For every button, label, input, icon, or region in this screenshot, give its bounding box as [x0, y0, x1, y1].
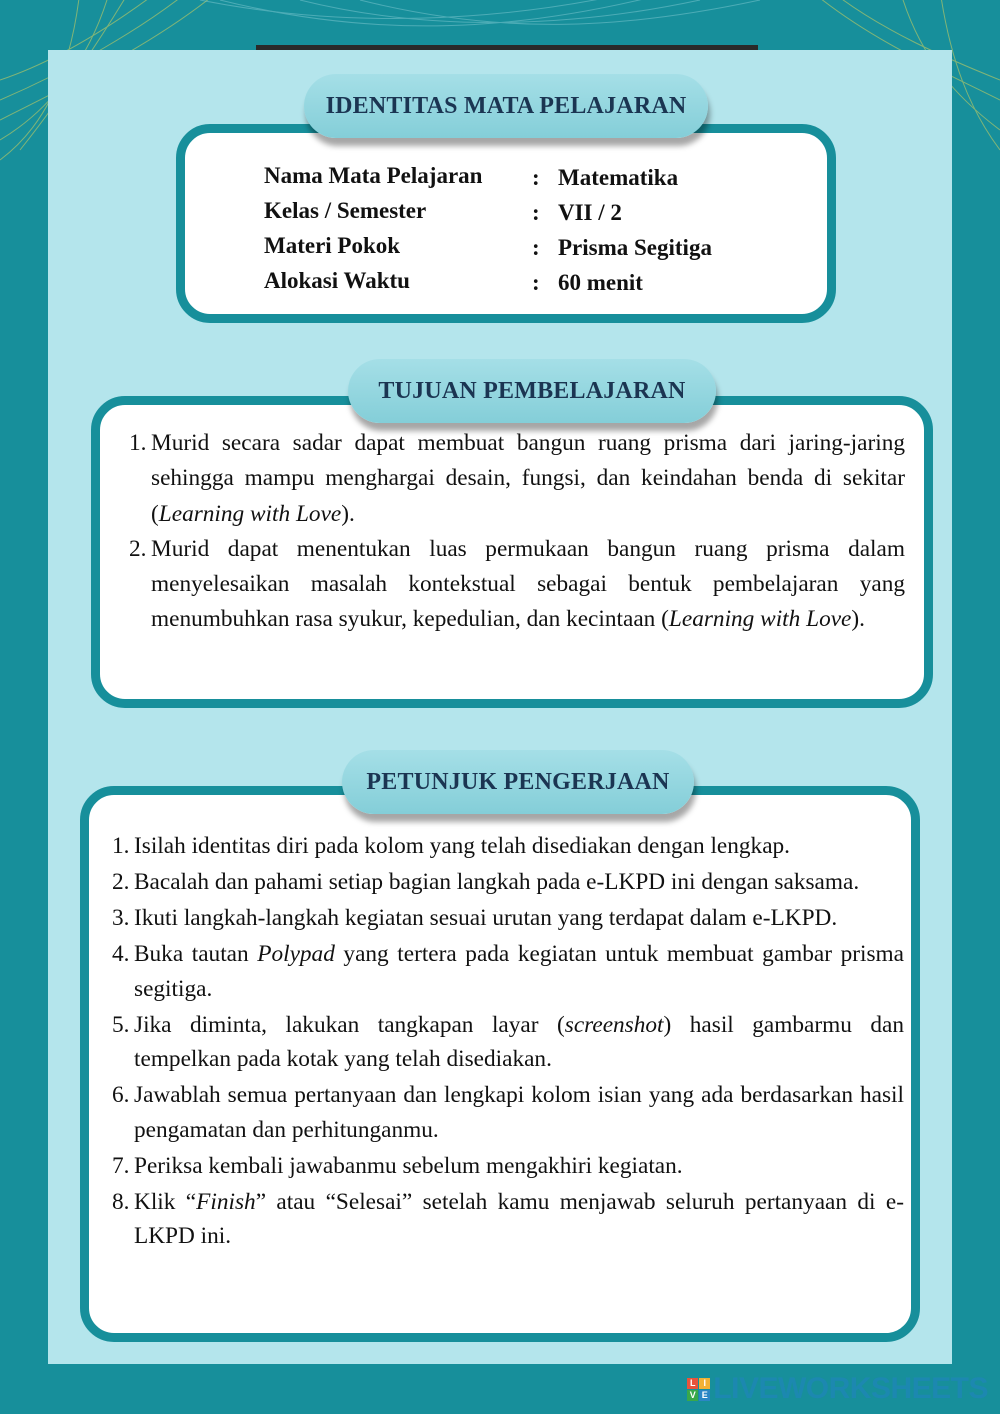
logo-letter: V	[687, 1390, 698, 1401]
item-text	[134, 829, 904, 863]
liveworksheets-brand[interactable]	[687, 1372, 988, 1405]
item-number: 6.	[112, 1082, 130, 1109]
list-item	[112, 1185, 904, 1254]
petunjuk-title-text: PETUNJUK PENGERJAAN	[366, 768, 670, 795]
item-text-after: ) hasil gambarmu dan tempelkan pada kotak yang telah disediakan.	[134, 1011, 904, 1073]
item-text-main: Jawablah semua pertanyaan dan lengkapi kolom isian yang ada berdasarkan hasil pengamatan dan perhitunganmu.	[134, 1082, 904, 1143]
item-text-main: Murid dapat menentukan luas permukaan bangun ruang prisma dalam menyelesaikan masalah kontekstual sebagai bentuk pembelajaran yang menumbuhkan rasa syukur, kepedulian, dan kecintaan (	[151, 535, 905, 633]
item-number: 7.	[112, 1152, 130, 1179]
list-item	[129, 532, 905, 638]
list-item	[112, 865, 904, 899]
logo-letter: L	[687, 1378, 698, 1389]
item-text-main: Ikuti langkah-langkah kegiatan sesuai urutan yang terdapat dalam e-LKPD.	[134, 905, 838, 932]
ident-value: VII / 2	[558, 200, 622, 225]
item-text-main: Murid secara sadar dapat membuat bangun ruang prisma dari jaring-jaring sehingga mampu menghargai desain, fungsi, dan keindahan benda di sekitar (	[151, 430, 905, 527]
ident-colon: :	[532, 270, 540, 295]
item-number: 3.	[112, 905, 130, 932]
ident-value: 60 menit	[558, 270, 643, 295]
list-item	[112, 829, 904, 863]
ident-value: Matematika	[558, 165, 679, 190]
item-text-after: ” atau “Selesai” setelah kamu menjawab seluruh pertanyaan di e-LKPD ini.	[134, 1188, 904, 1250]
tujuan-list	[129, 426, 905, 638]
item-number: 2.	[112, 869, 130, 896]
item-text	[134, 937, 904, 1006]
ident-colon: :	[532, 235, 540, 260]
item-text-main: Jika diminta, lakukan tangkapan layar (	[134, 1011, 565, 1038]
brand-text: LIVEWORKSHEETS	[713, 1372, 988, 1405]
petunjuk-title	[342, 750, 694, 814]
item-text-main: Bacalah dan pahami setiap bagian langkah pada e-LKPD ini dengan saksama.	[134, 869, 860, 896]
ident-row-waktu	[264, 268, 864, 300]
ident-colon: :	[532, 165, 540, 190]
item-text	[134, 1008, 904, 1077]
item-text-main: Klik “	[134, 1188, 197, 1215]
item-text-main: Periksa kembali jawabanmu sebelum mengakhiri kegiatan.	[134, 1152, 683, 1179]
item-emphasis: Learning with Love	[158, 500, 342, 527]
ident-value: Prisma Segitiga	[558, 235, 712, 260]
item-text-after: ).	[341, 500, 355, 527]
item-text	[134, 1185, 904, 1254]
ident-row-materi	[264, 233, 864, 265]
item-text-main: Buka tautan	[134, 941, 258, 968]
petunjuk-list	[112, 829, 904, 1255]
list-item	[112, 901, 904, 935]
item-number: 8.	[112, 1188, 130, 1215]
item-emphasis: Finish	[196, 1188, 256, 1215]
ident-label: Alokasi Waktu	[264, 268, 410, 293]
item-text-main: Isilah identitas diri pada kolom yang telah disediakan dengan lengkap.	[134, 833, 791, 859]
ident-label: Nama Mata Pelajaran	[264, 163, 483, 188]
list-item	[112, 1078, 904, 1147]
ident-colon: :	[532, 200, 540, 225]
identitas-title-text: IDENTITAS MATA PELAJARAN	[325, 92, 687, 119]
item-text	[151, 426, 905, 532]
item-number: 2.	[129, 535, 147, 562]
ident-row-kelas	[264, 198, 864, 230]
logo-letter: I	[699, 1378, 710, 1389]
ident-label: Kelas / Semester	[264, 198, 427, 223]
logo-letter: E	[699, 1390, 710, 1401]
list-item	[129, 426, 905, 532]
list-item	[112, 1008, 904, 1077]
ident-row-mapel	[264, 163, 864, 195]
item-text-after: ).	[851, 606, 865, 633]
identitas-title	[304, 74, 708, 138]
item-text-after: yang tertera pada kegiatan untuk membuat gambar prisma segitiga.	[134, 941, 904, 1002]
list-item	[112, 1149, 904, 1183]
item-number: 5.	[112, 1011, 130, 1038]
ident-label: Materi Pokok	[264, 233, 401, 258]
item-emphasis: Learning with Love	[668, 606, 852, 633]
item-text	[134, 1078, 904, 1147]
item-text	[134, 865, 904, 899]
item-number: 1.	[129, 430, 147, 456]
tujuan-title	[348, 359, 716, 423]
tujuan-title-text: TUJUAN PEMBELAJARAN	[378, 377, 686, 404]
top-divider	[256, 45, 758, 50]
liveworksheets-logo-icon	[687, 1378, 710, 1401]
item-text	[134, 901, 904, 935]
item-number: 4.	[112, 941, 130, 968]
item-text	[151, 532, 905, 638]
item-number: 1.	[112, 833, 130, 859]
item-text	[134, 1149, 904, 1183]
item-emphasis: screenshot	[564, 1011, 664, 1038]
list-item	[112, 937, 904, 1006]
item-emphasis: Polypad	[257, 941, 335, 968]
